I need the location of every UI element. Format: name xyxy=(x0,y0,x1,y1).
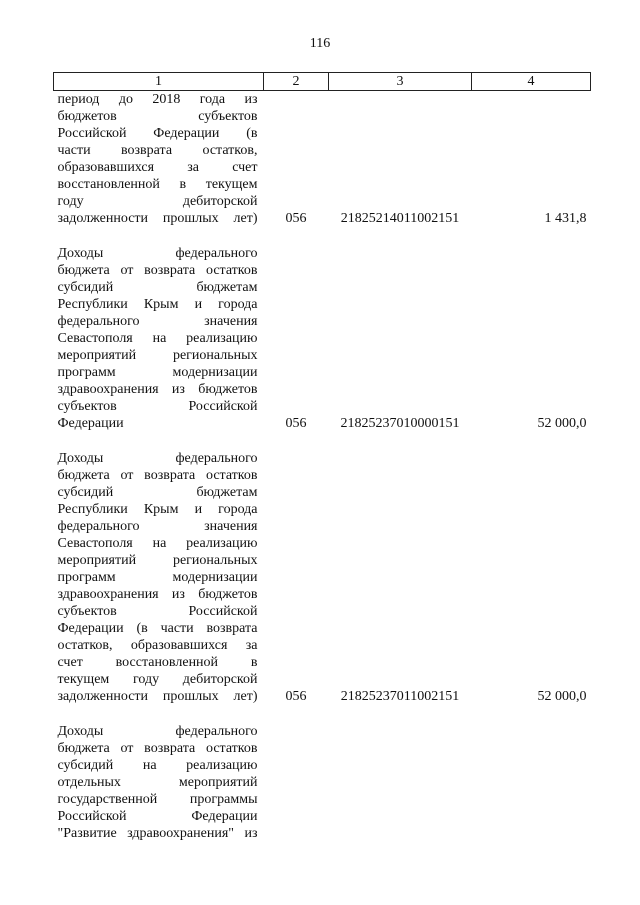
description-line: образовавшихся за счет xyxy=(57,160,258,175)
description-line: задолженности прошлых лет) xyxy=(57,211,258,226)
description-line: Севастополя на реализацию xyxy=(57,536,258,551)
admin-code-cell: 056 xyxy=(285,416,307,431)
description-line: Российской Федерации (в xyxy=(57,126,258,141)
description-line: Федерации (в части возврата xyxy=(57,621,258,636)
kbk-code-cell xyxy=(329,723,472,842)
column-header: 2 xyxy=(264,73,329,91)
description-cell xyxy=(54,91,264,228)
table-row xyxy=(54,723,591,842)
description-line: период до 2018 года из xyxy=(57,92,258,107)
description-line: мероприятий региональных xyxy=(57,348,258,363)
description-line: Севастополя на реализацию xyxy=(57,331,258,346)
description-line: Доходы федерального xyxy=(57,724,258,739)
description-line: Доходы федерального xyxy=(57,246,258,261)
description-cell xyxy=(54,245,264,432)
description-line: бюджета от возврата остатков xyxy=(57,741,258,756)
column-header: 1 xyxy=(54,73,264,91)
description-line: субсидий бюджетам xyxy=(57,280,258,295)
description-line: бюджета от возврата остатков xyxy=(57,263,258,278)
amount-cell: 52 000,0 xyxy=(537,689,587,704)
amount-cell: 52 000,0 xyxy=(537,416,587,431)
column-header: 4 xyxy=(472,73,591,91)
description-line: задолженности прошлых лет) xyxy=(57,689,258,704)
row-spacer xyxy=(54,432,591,450)
row-spacer xyxy=(54,227,591,245)
description-line: бюджетов субъектов xyxy=(57,109,258,124)
description-line: Республики Крым и города xyxy=(57,502,258,517)
description-line: программ модернизации xyxy=(57,365,258,380)
page-number: 116 xyxy=(309,36,331,51)
kbk-code-cell: 21825214011002151 xyxy=(340,211,460,226)
column-header: 3 xyxy=(329,73,472,91)
kbk-code-cell: 21825237010000151 xyxy=(340,416,460,431)
description-line: году дебиторской xyxy=(57,194,258,209)
description-line: Российской Федерации xyxy=(57,809,258,824)
description-line: бюджета от возврата остатков xyxy=(57,468,258,483)
table-row xyxy=(54,245,591,432)
description-line: Федерации xyxy=(57,416,124,431)
description-line: федерального значения xyxy=(57,519,258,534)
description-line: здравоохранения из бюджетов xyxy=(57,382,258,397)
description-line: восстановленной в текущем xyxy=(57,177,258,192)
description-line: части возврата остатков, xyxy=(57,143,258,158)
description-line: государственной программы xyxy=(57,792,258,807)
description-line: отдельных мероприятий xyxy=(57,775,258,790)
description-cell xyxy=(54,723,264,842)
description-line: субъектов Российской xyxy=(57,604,258,619)
header-row xyxy=(54,73,591,91)
description-line: программ модернизации xyxy=(57,570,258,585)
admin-code-cell xyxy=(264,723,329,842)
amount-cell: 1 431,8 xyxy=(544,211,587,226)
budget-table xyxy=(53,72,591,842)
description-line: счет восстановленной в xyxy=(57,655,258,670)
description-line: Доходы федерального xyxy=(57,451,258,466)
description-line: здравоохранения из бюджетов xyxy=(57,587,258,602)
description-line: "Развитие здравоохранения" из xyxy=(57,826,258,841)
admin-code-cell: 056 xyxy=(285,211,307,226)
description-line: текущем году дебиторской xyxy=(57,672,258,687)
kbk-code-cell: 21825237011002151 xyxy=(340,689,460,704)
description-line: остатков, образовавшихся за xyxy=(57,638,258,653)
admin-code-cell: 056 xyxy=(285,689,307,704)
table-row xyxy=(54,450,591,705)
description-line: субъектов Российской xyxy=(57,399,258,414)
description-line: мероприятий региональных xyxy=(57,553,258,568)
description-line: федерального значения xyxy=(57,314,258,329)
description-line: субсидий бюджетам xyxy=(57,485,258,500)
amount-cell xyxy=(472,723,591,842)
description-line: субсидий на реализацию xyxy=(57,758,258,773)
row-spacer xyxy=(54,705,591,723)
description-line: Республики Крым и города xyxy=(57,297,258,312)
table-row xyxy=(54,91,591,228)
description-cell xyxy=(54,450,264,705)
